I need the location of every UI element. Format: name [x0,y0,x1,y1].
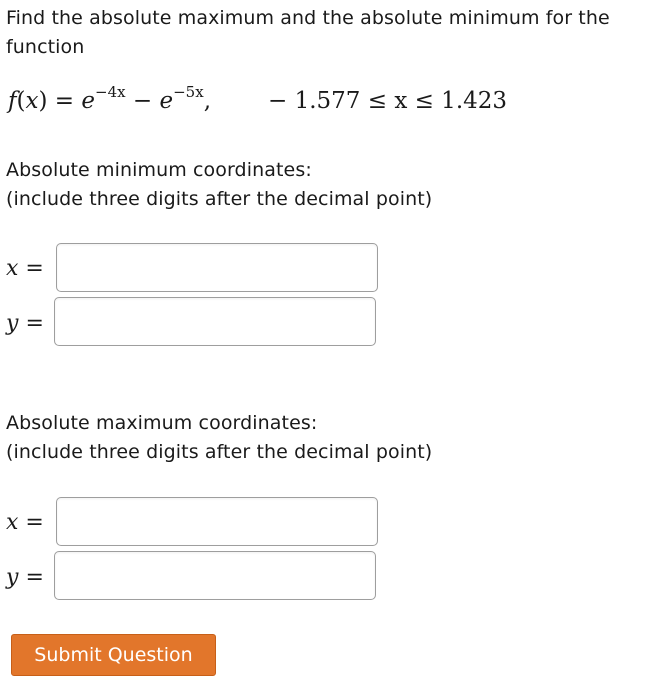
maximum-x-label: x = [6,510,44,535]
function-minus: − [132,88,153,114]
minimum-instruction: (include three digits after the decimal point) [6,188,433,210]
submit-question-button[interactable]: Submit Question [11,634,216,676]
maximum-y-input[interactable] [54,551,376,600]
first-term-exponent: −4x [95,83,126,101]
maximum-y-label: y = [6,565,44,590]
minimum-y-label: y = [6,311,44,336]
first-term-base: e [81,88,95,114]
maximum-x-input[interactable] [56,497,378,546]
second-term-base: e [159,88,174,114]
question-prompt-line2: function [6,36,85,58]
maximum-instruction: (include three digits after the decimal point) [6,441,433,463]
second-term-exponent: −5x [173,83,204,101]
minimum-heading: Absolute minimum coordinates: [6,159,312,181]
minimum-x-input[interactable] [56,243,378,292]
domain-interval: − 1.577 ≤ x ≤ 1.423 [268,88,508,114]
maximum-heading: Absolute maximum coordinates: [6,412,318,434]
function-comma: , [203,88,211,114]
minimum-x-label: x = [6,256,44,281]
function-variable: x [25,88,39,114]
function-name: f [8,88,17,114]
minimum-y-input[interactable] [54,297,376,346]
question-prompt-line1: Find the absolute maximum and the absolute minimum for the [6,7,610,29]
function-equals: = [54,88,75,114]
function-formula: $f(x) = e^{-4x} - e^{-5x}$, [8,83,211,114]
